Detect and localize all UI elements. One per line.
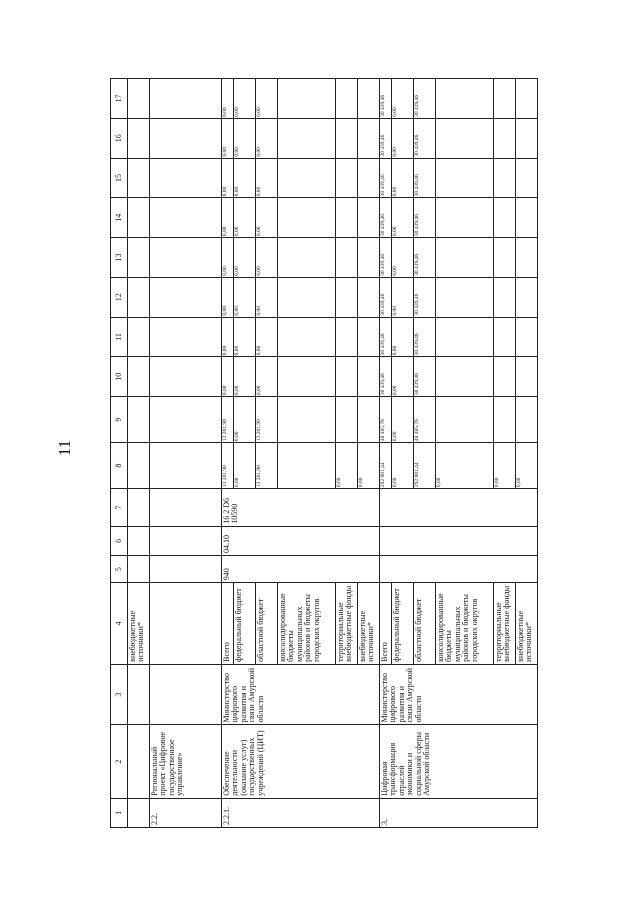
value-cell bbox=[336, 158, 358, 198]
value-cell: 13 201,90 bbox=[222, 443, 234, 489]
col-header: 6 bbox=[111, 526, 128, 555]
value-cell bbox=[128, 357, 150, 397]
value-cell bbox=[150, 317, 222, 357]
col-header: 12 bbox=[111, 277, 128, 317]
value-cell bbox=[336, 317, 358, 357]
funding-source: Всего bbox=[380, 583, 392, 665]
value-cell bbox=[336, 118, 358, 158]
grbs-code bbox=[380, 556, 538, 583]
value-cell bbox=[278, 443, 336, 489]
value-cell: 0,00 bbox=[234, 118, 256, 158]
value-cell: 0,00 bbox=[222, 238, 234, 278]
col-header: 8 bbox=[111, 443, 128, 489]
value-cell bbox=[436, 158, 494, 198]
value-cell: 0,00 bbox=[222, 158, 234, 198]
funding-source bbox=[150, 583, 222, 665]
col-header: 2 bbox=[111, 725, 128, 798]
col-header: 14 bbox=[111, 198, 128, 238]
funding-source: территориальные внебюджетные фонды bbox=[494, 583, 516, 665]
value-cell: 30 439,46 bbox=[414, 238, 436, 278]
value-cell bbox=[128, 238, 150, 278]
value-cell: 0,00 bbox=[222, 317, 234, 357]
value-cell: 0,00 bbox=[256, 357, 278, 397]
value-cell bbox=[516, 118, 538, 158]
value-cell bbox=[336, 397, 358, 443]
value-cell bbox=[336, 79, 358, 119]
value-cell: 30 439,46 bbox=[380, 118, 392, 158]
value-cell: 0,00 bbox=[234, 238, 256, 278]
col-header: 13 bbox=[111, 238, 128, 278]
funding-source: консолидированные бюджеты муниципальных районов и бюджеты городских округов bbox=[436, 583, 494, 665]
value-cell bbox=[278, 118, 336, 158]
value-cell bbox=[494, 238, 516, 278]
value-cell bbox=[516, 79, 538, 119]
value-cell: 0,00 bbox=[392, 79, 414, 119]
value-cell: 30 439,46 bbox=[414, 317, 436, 357]
value-cell: 0,00 bbox=[392, 118, 414, 158]
col-header: 11 bbox=[111, 317, 128, 357]
value-cell bbox=[436, 397, 494, 443]
value-cell bbox=[150, 79, 222, 119]
value-cell bbox=[516, 277, 538, 317]
value-cell: 0,00 bbox=[436, 443, 494, 489]
table-row bbox=[380, 79, 392, 828]
table-row bbox=[128, 79, 150, 828]
value-cell: 0,00 bbox=[234, 397, 256, 443]
executor bbox=[150, 664, 222, 725]
value-cell bbox=[128, 443, 150, 489]
row-number bbox=[128, 798, 150, 827]
value-cell: 0,00 bbox=[256, 238, 278, 278]
rzpr-code bbox=[380, 526, 538, 555]
row-number: 2.2. bbox=[150, 798, 222, 827]
value-cell bbox=[494, 357, 516, 397]
value-cell bbox=[358, 79, 380, 119]
value-cell: 0,00 bbox=[392, 443, 414, 489]
value-cell bbox=[436, 317, 494, 357]
funding-source: территориальные внебюджетные фонды bbox=[336, 583, 358, 665]
value-cell: 30 439,46 bbox=[414, 158, 436, 198]
value-cell bbox=[494, 198, 516, 238]
value-cell bbox=[278, 79, 336, 119]
value-cell: 0,00 bbox=[336, 443, 358, 489]
value-cell: 0,00 bbox=[234, 317, 256, 357]
value-cell: 30 439,46 bbox=[414, 118, 436, 158]
value-cell bbox=[150, 238, 222, 278]
value-cell: 0,00 bbox=[222, 277, 234, 317]
value-cell bbox=[128, 198, 150, 238]
rzpr-code bbox=[128, 526, 150, 555]
value-cell bbox=[150, 397, 222, 443]
value-cell bbox=[436, 79, 494, 119]
value-cell: 0,00 bbox=[234, 198, 256, 238]
value-cell: 30 439,46 bbox=[380, 357, 392, 397]
value-cell bbox=[494, 277, 516, 317]
funding-source: федеральный бюджет bbox=[234, 583, 256, 665]
csr-code bbox=[150, 489, 222, 527]
value-cell bbox=[336, 238, 358, 278]
rzpr-code bbox=[150, 526, 222, 555]
col-header: 4 bbox=[111, 583, 128, 665]
value-cell bbox=[516, 397, 538, 443]
value-cell: 30 439,46 bbox=[414, 198, 436, 238]
value-cell: 0,00 bbox=[256, 118, 278, 158]
value-cell: 0,00 bbox=[222, 198, 234, 238]
value-cell bbox=[336, 277, 358, 317]
value-cell: 13 201,90 bbox=[222, 397, 234, 443]
value-cell bbox=[358, 357, 380, 397]
value-cell bbox=[516, 238, 538, 278]
col-header: 9 bbox=[111, 397, 128, 443]
value-cell bbox=[516, 198, 538, 238]
funding-source: консолидированные бюджеты муниципальных районов и бюджеты городских округов bbox=[278, 583, 336, 665]
value-cell: 0,00 bbox=[234, 79, 256, 119]
value-cell: 0,00 bbox=[392, 397, 414, 443]
value-cell: 30 439,46 bbox=[414, 79, 436, 119]
value-cell bbox=[358, 397, 380, 443]
value-cell bbox=[516, 357, 538, 397]
table-row bbox=[150, 79, 222, 828]
value-cell bbox=[358, 317, 380, 357]
value-cell: 292 001,44 bbox=[380, 443, 392, 489]
value-cell bbox=[358, 198, 380, 238]
value-cell bbox=[516, 158, 538, 198]
funding-source: внебюджетные источники* bbox=[358, 583, 380, 665]
table-container bbox=[110, 78, 534, 828]
value-cell bbox=[336, 198, 358, 238]
value-cell bbox=[128, 317, 150, 357]
csr-code bbox=[380, 489, 538, 527]
rzpr-code: 04.10 bbox=[222, 526, 380, 555]
col-header: 7 bbox=[111, 489, 128, 527]
budget-table bbox=[110, 78, 538, 828]
grbs-code: 940 bbox=[222, 556, 380, 583]
value-cell: 30 439,46 bbox=[414, 277, 436, 317]
value-cell: 48 485,76 bbox=[380, 397, 392, 443]
executor: Министерство цифрового развития и связи Амурской области bbox=[380, 664, 538, 725]
value-cell bbox=[128, 158, 150, 198]
row-number: 2.2.1. bbox=[222, 798, 380, 827]
value-cell: 30 439,46 bbox=[380, 277, 392, 317]
value-cell: 13 201,90 bbox=[256, 397, 278, 443]
value-cell: 0,00 bbox=[392, 317, 414, 357]
value-cell: 30 439,46 bbox=[380, 158, 392, 198]
table-row bbox=[222, 79, 234, 828]
measure-name: Обеспечение деятельности (оказание услуг) государственных учреждений (ЦИТ) bbox=[222, 725, 380, 798]
funding-source: внебюджетные источники* bbox=[516, 583, 538, 665]
value-cell bbox=[128, 277, 150, 317]
value-cell bbox=[494, 79, 516, 119]
col-header: 16 bbox=[111, 118, 128, 158]
value-cell bbox=[278, 357, 336, 397]
value-cell bbox=[436, 118, 494, 158]
col-header: 15 bbox=[111, 158, 128, 198]
value-cell: 0,00 bbox=[516, 443, 538, 489]
value-cell: 0,00 bbox=[222, 118, 234, 158]
measure-name: Цифровая трансформация отраслей экономики и социальной сферы Амурской области bbox=[380, 725, 538, 798]
value-cell: 0,00 bbox=[256, 158, 278, 198]
value-cell bbox=[358, 118, 380, 158]
value-cell: 0,00 bbox=[392, 238, 414, 278]
value-cell bbox=[150, 443, 222, 489]
value-cell: 0,00 bbox=[392, 357, 414, 397]
csr-code bbox=[128, 489, 150, 527]
value-cell bbox=[278, 317, 336, 357]
value-cell: 292 001,44 bbox=[414, 443, 436, 489]
value-cell: 0,00 bbox=[392, 158, 414, 198]
value-cell: 30 439,46 bbox=[414, 357, 436, 397]
value-cell bbox=[278, 158, 336, 198]
col-header: 10 bbox=[111, 357, 128, 397]
value-cell: 0,00 bbox=[494, 443, 516, 489]
col-header: 3 bbox=[111, 664, 128, 725]
funding-source: Всего bbox=[222, 583, 234, 665]
value-cell bbox=[278, 198, 336, 238]
csr-code: 16 2 D6 10590 bbox=[222, 489, 380, 527]
value-cell bbox=[128, 79, 150, 119]
value-cell bbox=[150, 357, 222, 397]
value-cell bbox=[278, 277, 336, 317]
funding-source: областной бюджет bbox=[256, 583, 278, 665]
executor bbox=[128, 664, 150, 725]
executor: Министерство цифрового развития и связи Амурской области bbox=[222, 664, 380, 725]
row-number: 3. bbox=[380, 798, 538, 827]
value-cell bbox=[494, 118, 516, 158]
value-cell: 0,00 bbox=[256, 79, 278, 119]
value-cell bbox=[278, 238, 336, 278]
grbs-code bbox=[150, 556, 222, 583]
measure-name: Региональный проект «Цифровое государственное управление» bbox=[150, 725, 222, 798]
value-cell: 0,00 bbox=[222, 79, 234, 119]
value-cell: 48 485,76 bbox=[414, 397, 436, 443]
value-cell: 30 439,46 bbox=[380, 198, 392, 238]
value-cell bbox=[278, 397, 336, 443]
value-cell bbox=[494, 158, 516, 198]
grbs-code bbox=[128, 556, 150, 583]
funding-source: областной бюджет bbox=[414, 583, 436, 665]
value-cell: 0,00 bbox=[256, 317, 278, 357]
funding-source: федеральный бюджет bbox=[392, 583, 414, 665]
value-cell bbox=[128, 397, 150, 443]
value-cell bbox=[516, 317, 538, 357]
value-cell bbox=[150, 198, 222, 238]
value-cell: 0,00 bbox=[222, 357, 234, 397]
value-cell bbox=[494, 397, 516, 443]
value-cell bbox=[150, 118, 222, 158]
value-cell: 0,00 bbox=[234, 357, 256, 397]
value-cell bbox=[358, 277, 380, 317]
value-cell: 30 439,46 bbox=[380, 317, 392, 357]
value-cell bbox=[494, 317, 516, 357]
page-number: 11 bbox=[55, 439, 74, 457]
value-cell bbox=[358, 238, 380, 278]
value-cell bbox=[436, 277, 494, 317]
value-cell: 0,00 bbox=[256, 277, 278, 317]
value-cell: 0,00 bbox=[234, 277, 256, 317]
funding-source: внебюджетные источники* bbox=[128, 583, 150, 665]
value-cell bbox=[436, 238, 494, 278]
measure-name bbox=[128, 725, 150, 798]
value-cell: 0,00 bbox=[256, 198, 278, 238]
value-cell: 30 439,46 bbox=[380, 79, 392, 119]
value-cell bbox=[436, 357, 494, 397]
value-cell: 0,00 bbox=[234, 443, 256, 489]
value-cell: 0,00 bbox=[234, 158, 256, 198]
col-header: 1 bbox=[111, 798, 128, 827]
value-cell bbox=[336, 357, 358, 397]
col-header: 17 bbox=[111, 79, 128, 119]
value-cell: 0,00 bbox=[358, 443, 380, 489]
value-cell: 0,00 bbox=[392, 277, 414, 317]
value-cell bbox=[128, 118, 150, 158]
value-cell bbox=[358, 158, 380, 198]
value-cell: 30 439,46 bbox=[380, 238, 392, 278]
value-cell bbox=[150, 277, 222, 317]
col-header: 5 bbox=[111, 556, 128, 583]
header-row bbox=[111, 79, 128, 828]
value-cell: 0,00 bbox=[392, 198, 414, 238]
value-cell bbox=[436, 198, 494, 238]
value-cell: 13 201,90 bbox=[256, 443, 278, 489]
value-cell bbox=[150, 158, 222, 198]
